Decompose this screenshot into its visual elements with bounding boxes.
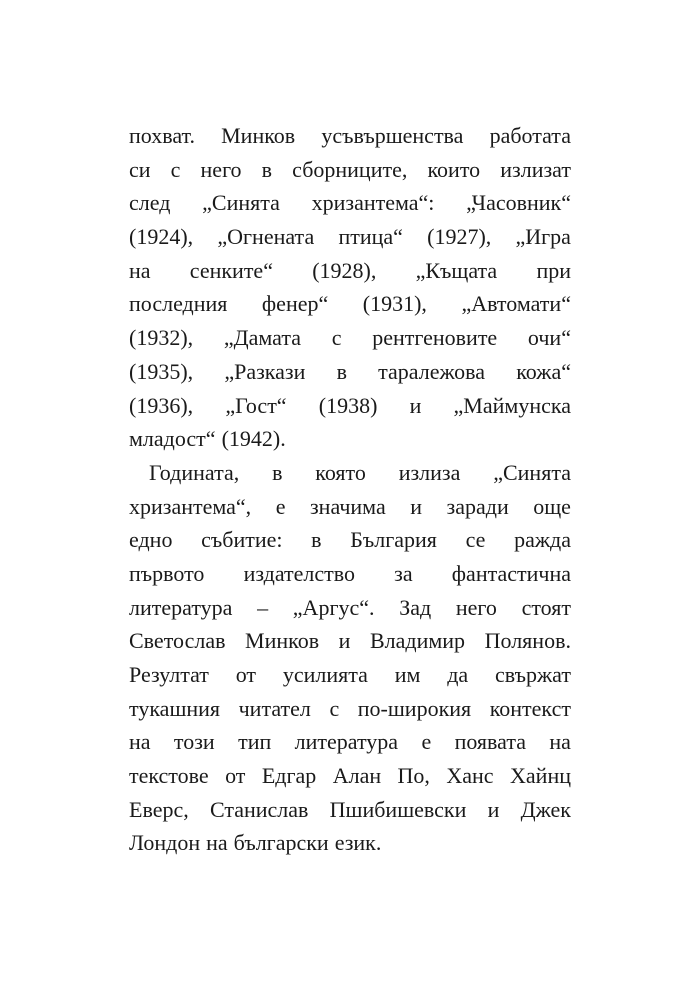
text-line: последния фенер“ (1931), „Автомати“ bbox=[129, 291, 571, 317]
text-line: (1936), „Гост“ (1938) и „Маймунска bbox=[129, 392, 571, 418]
text-line: младост“ (1942). bbox=[129, 426, 286, 452]
text-line: на сенките“ (1928), „Къщата при bbox=[129, 257, 571, 283]
text-line: литература – „Аргус“. Зад него стоят bbox=[129, 594, 571, 620]
text-line: похват. Минков усъвършенства работата bbox=[129, 123, 571, 148]
text-line: едно събитие: в България се ражда bbox=[129, 527, 571, 553]
text-line: текстове от Едгар Алан По, Ханс Хайнц bbox=[129, 763, 571, 789]
text-line: (1932), „Дамата с рентгеновите очи“ bbox=[129, 325, 571, 351]
text-line: (1924), „Огнената птица“ (1927), „Игра bbox=[129, 224, 571, 250]
paragraph bbox=[129, 456, 571, 860]
text-line: на този тип литература е появата на bbox=[129, 729, 571, 755]
text-line: хризантема“, е значима и заради още bbox=[129, 493, 571, 519]
text-line: след „Синята хризантема“: „Часовник“ bbox=[129, 190, 571, 216]
text-line: Годината, в която излиза „Синята bbox=[149, 459, 571, 485]
text-line: си с него в сборниците, които излизат bbox=[129, 156, 571, 182]
text-line: първото издателство за фантастична bbox=[129, 560, 571, 586]
text-line: Еверс, Станислав Пшибишевски и Джек bbox=[129, 796, 571, 822]
text-line: тукашния читател с по-широкия контекст bbox=[129, 695, 571, 721]
text-line: (1935), „Разкази в таралежова кожа“ bbox=[129, 358, 571, 384]
text-line: Резултат от усилията им да свържат bbox=[129, 662, 571, 687]
page-body bbox=[129, 119, 571, 860]
paragraph bbox=[129, 119, 571, 456]
text-line: Светослав Минков и Владимир Полянов. bbox=[129, 628, 571, 654]
text-line: Лондон на български език. bbox=[129, 830, 382, 856]
